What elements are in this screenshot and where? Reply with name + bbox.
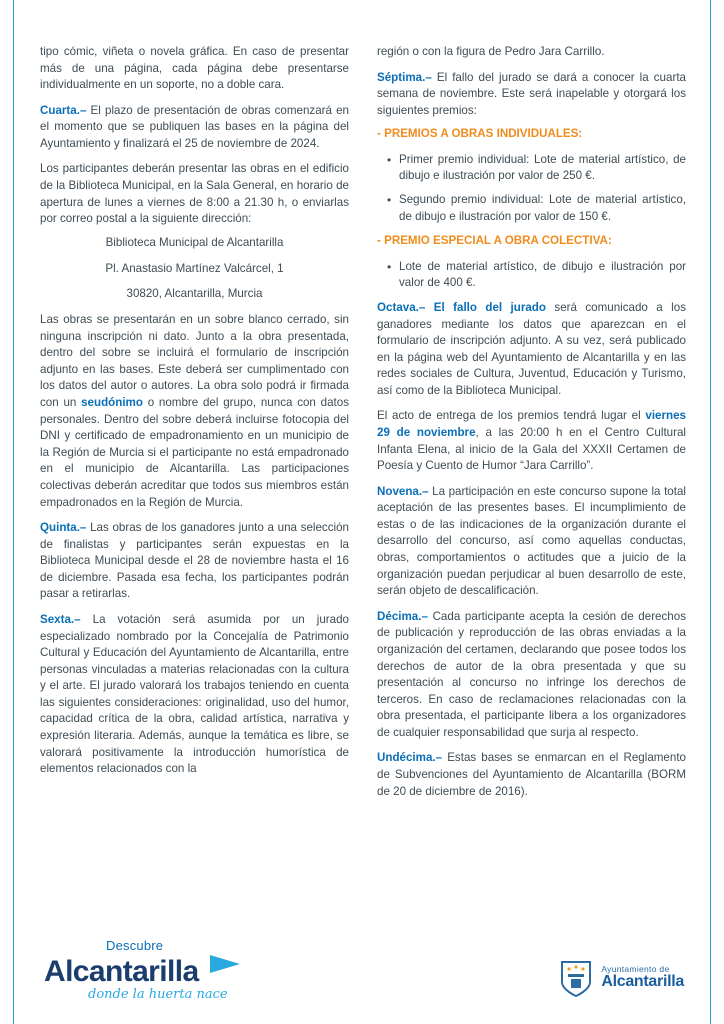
city-hall-logo — [559, 958, 684, 998]
clause-septima: Séptima.– El fallo del jurado se dará a conocer la cuarta semana de noviembre. Este será inapelable y otorgará los siguientes premios: — [377, 70, 686, 117]
left-margin-rule — [13, 0, 14, 1024]
address-line-1: Biblioteca Municipal de Alcantarilla — [105, 235, 284, 249]
heading-individual-prizes: - PREMIOS A OBRAS INDIVIDUALES: — [377, 127, 583, 141]
right-column — [377, 44, 686, 914]
clause-label-sexta: Sexta.– — [40, 613, 81, 626]
list-individual-prizes — [377, 152, 686, 225]
clause-novena: Novena.– La participación en este concurso supone la total aceptación de las presentes bases. El incumplimiento de estas o de las indicaciones de la organización durante el desarrollo del concurso, así como aquellas conductas, obras, comportamientos o actitudes que a juicio de la organización puedan perjudicar al buen desarrollo de este, serán objeto de descalificación. — [377, 484, 686, 598]
clause-label-septima: Séptima.– — [377, 70, 432, 84]
city-hall-line2-label: Alcantarilla — [601, 973, 684, 991]
clause-quinta: Quinta.– Las obras de los ganadores junto a una selección de finalistas y participantes serán expuestas en la Biblioteca Municipal desde el 28 de noviembre hasta el 16 de diciembre. Pasada esa fecha, los participantes podrán pasar a retirarlas. — [40, 521, 349, 601]
page-footer — [0, 916, 724, 1024]
address-line-3: 30820, Alcantarilla, Murcia — [126, 287, 263, 301]
left-column — [40, 44, 349, 914]
brand-logo-alcantarilla — [44, 938, 274, 1002]
address-line-2: Pl. Anastasio Martínez Valcárcel, 1 — [105, 261, 284, 275]
highlight-ceremony-date: viernes 29 de noviembre — [377, 409, 686, 439]
city-hall-text — [601, 965, 684, 991]
highlight-seudonimo: seudónimo — [81, 396, 143, 410]
paragraph-continuation: tipo cómic, viñeta o novela gráfica. En caso de presentar más de una página, cada página debe presentarse individualmente en un soporte, no a doble cara. — [40, 45, 349, 92]
clause-decima: Décima.– Cada participante acepta la cesión de derechos de publicación y reproducción de las obras enviadas a la organización del certamen, declarando que posee todos los derechos de autor de la obra presentada y que su presentación al concurso no infringe los derechos de terceros. En caso de reclamaciones relacionadas con la obra presentada, el participante libera a los organizadores de cualquier responsabilidad que surja al respecto. — [377, 609, 686, 739]
list-item: • Segundo premio individual: Lote de material artístico, de dibujo e ilustración por valor de 150 €. — [399, 192, 686, 225]
arrow-icon — [208, 953, 242, 980]
brand-name-row — [44, 953, 274, 987]
two-column-body — [40, 44, 686, 914]
list-item: • Lote de material artístico, de dibujo e ilustración por valor de 400 €. — [399, 259, 686, 292]
brand-descubre-label: Descubre — [106, 938, 164, 953]
clause-label-undecima: Undécima.– — [377, 751, 443, 765]
list-item: • Primer premio individual: Lote de material artístico, de dibujo e ilustración por valor de 250 €. — [399, 152, 686, 185]
paragraph-continuation-right: región o con la figura de Pedro Jara Carrillo. — [377, 45, 605, 58]
right-margin-rule — [710, 0, 711, 1024]
brand-name-label: Alcantarilla — [44, 955, 199, 988]
clause-label-novena: Novena.– — [377, 484, 429, 498]
heading-collective-prize: - PREMIO ESPECIAL A OBRA COLECTIVA: — [377, 234, 612, 248]
paragraph-submission-place: Los participantes deberán presentar las obras en el edificio de la Biblioteca Municipal, en la Sala General, en horario de apertura de lunes a viernes de 8:00 a 21.30 h, o enviarlas por correo postal a la siguiente dirección: — [40, 162, 349, 226]
paragraph-envelope-rules: Las obras se presentarán en un sobre blanco cerrado, sin ninguna inscripción ni dato. Junto a la obra presentada, dentro del sobre se incluirá el formulario de inscripción adjunto en las bases. Este deberá ser cumplimentado con los datos del autor o autores. La obra solo podrá ir firmada con un seudónimo o nombre del grupo, nunca con datos personales. Dentro del sobre deberá incluirse fotocopia del DNI y certificado de empadronamiento en un municipio de la Región de Murcia si el participante no está empadronado en el municipio de Alcantarilla. Las participaciones colectivas deberán acreditar que todos sus miembros están empadronados en la Región de Murcia. — [40, 313, 350, 509]
coat-of-arms-icon — [559, 958, 593, 998]
clause-cuarta: Cuarta.– El plazo de presentación de obras comenzará en el momento que se publiquen las bases en la página del Ayuntamiento y finalizará el 25 de noviembre de 2024. — [40, 103, 349, 150]
clause-label-quinta: Quinta.– — [40, 521, 87, 535]
clause-label-cuarta: Cuarta.– — [40, 103, 87, 117]
clause-label-decima: Décima.– — [377, 609, 428, 623]
list-collective-prize — [377, 259, 686, 292]
address-block — [40, 235, 349, 303]
paragraph-award-ceremony: El acto de entrega de los premios tendrá lugar el viernes 29 de noviembre, a las 20:00 h en el Centro Cultural Infanta Elena, al inicio de la Gala del XXXII Certamen de Poesía y Cuento de Humor “Jara Carrillo”. — [377, 409, 687, 473]
city-hall-line1-label: Ayuntamiento de — [601, 964, 670, 975]
clause-octava: Octava.– El fallo del jurado será comunicado a los ganadores mediante los datos que aparezcan en el formulario de inscripción adjunto. A su vez, será publicado en la página web del Ayuntamiento de Alcantarilla y en las redes sociales de Cultura, Juventud, Educación y Turismo, así como de la Biblioteca Municipal. — [377, 300, 686, 397]
clause-sexta: Sexta.– La votación será asumida por un jurado especializado nombrado por la Concejalía de Patrimonio Cultural y Educación del Ayuntamiento de Alcantarilla, entre personas vinculadas a materias relacionadas con la cultura y el arte. El jurado valorará los trabajos teniendo en cuenta las siguientes consideraciones: originalidad, uso del humor, capacidad crítica de la obra, calidad artística, narrativa y expresión literaria. Además, aunque la temática es libre, se valorará positivamente la introducción humorística de elementos relacionados con la — [40, 613, 349, 776]
clause-undecima: Undécima.– Estas bases se enmarcan en el Reglamento de Subvenciones del Ayuntamiento de Alcantarilla (BORM de 20 de diciembre de 2016). — [377, 751, 686, 798]
brand-tagline-label: donde la huerta nace — [88, 987, 228, 1002]
highlight-fallo-jurado: El fallo del jurado — [425, 300, 546, 314]
clause-label-octava: Octava.– — [377, 300, 426, 314]
